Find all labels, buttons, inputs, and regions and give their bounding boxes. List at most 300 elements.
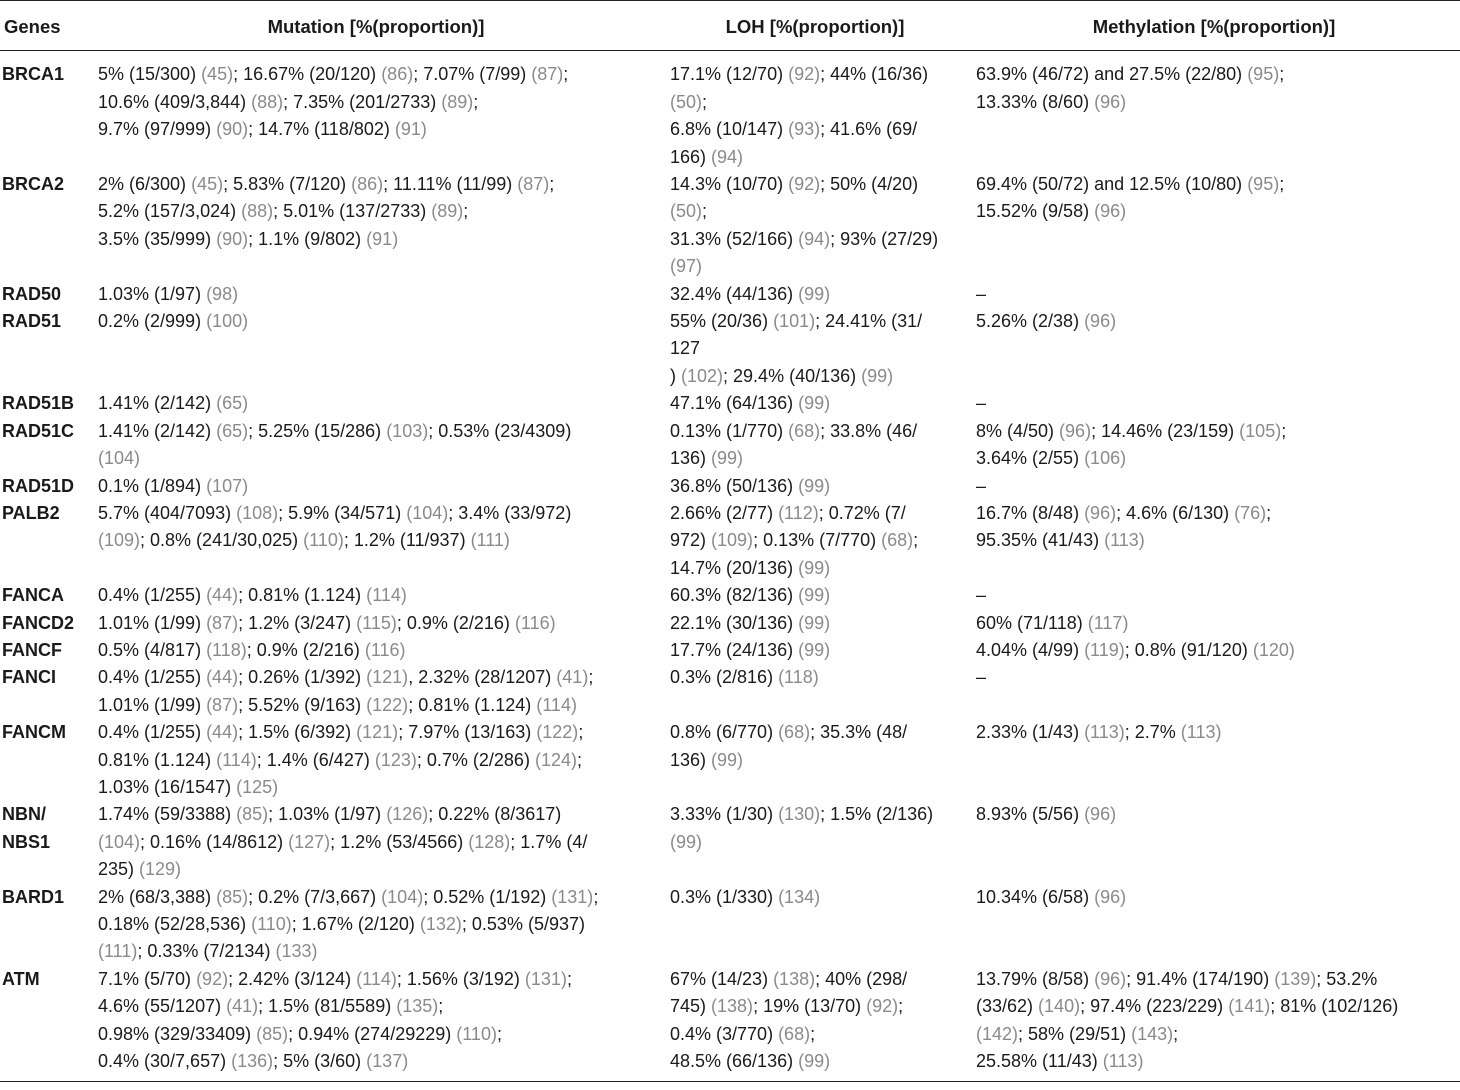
cell-line bbox=[98, 116, 658, 143]
value-text: ) bbox=[670, 365, 681, 386]
value-text: 1.03% (16/1547) bbox=[98, 776, 237, 797]
cell-line bbox=[98, 911, 658, 938]
gene-name bbox=[0, 308, 90, 390]
value-text: 0.4% (1/255) bbox=[98, 722, 207, 743]
value-text: ; 5.25% (15/286) bbox=[248, 420, 387, 441]
value-text: ; 0.8% (91/120) bbox=[1124, 639, 1253, 660]
reference-citation: (122) bbox=[366, 694, 409, 715]
cell-line bbox=[98, 527, 658, 554]
value-text: ; 1.1% (9/802) bbox=[248, 228, 367, 249]
value-text: 17.1% (12/70) bbox=[670, 64, 789, 85]
mutation-cell bbox=[90, 884, 662, 966]
value-text: 972) bbox=[670, 530, 712, 551]
reference-citation: (99) bbox=[798, 393, 831, 414]
cell-line bbox=[976, 445, 1456, 472]
cell-line bbox=[98, 390, 658, 417]
reference-citation: (85) bbox=[216, 886, 249, 907]
reference-citation: (130) bbox=[778, 804, 821, 825]
value-text: ; 1.2% (53/4566) bbox=[330, 831, 469, 852]
reference-citation: (107) bbox=[206, 475, 249, 496]
value-text: 2.33% (1/43) bbox=[976, 722, 1085, 743]
reference-citation: (68) bbox=[881, 530, 914, 551]
value-text: 13.33% (8/60) bbox=[976, 91, 1095, 112]
reference-citation: (104) bbox=[98, 831, 141, 852]
value-text: ; bbox=[438, 996, 444, 1017]
cell-line bbox=[976, 610, 1456, 637]
cell-line bbox=[98, 1048, 658, 1075]
value-text: 0.8% (6/770) bbox=[670, 722, 779, 743]
value-text: ; 5.83% (7/120) bbox=[223, 174, 352, 195]
reference-citation: (126) bbox=[386, 804, 429, 825]
reference-citation: (96) bbox=[1094, 91, 1127, 112]
value-text: 1.41% (2/142) bbox=[98, 420, 217, 441]
value-text: 9.7% (97/999) bbox=[98, 119, 217, 140]
reference-citation: (108) bbox=[236, 502, 279, 523]
reference-citation: (99) bbox=[861, 365, 894, 386]
reference-citation: (95) bbox=[1247, 64, 1280, 85]
reference-citation: (114) bbox=[536, 694, 577, 715]
value-text: 22.1% (30/136) bbox=[670, 612, 799, 633]
value-text: ; 2.7% bbox=[1124, 722, 1181, 743]
value-text: 60.3% (82/136) bbox=[670, 585, 799, 606]
reference-citation: (87) bbox=[531, 64, 564, 85]
loh-cell bbox=[662, 418, 968, 473]
gene-name bbox=[0, 884, 90, 966]
reference-citation: (122) bbox=[536, 722, 579, 743]
header-row bbox=[0, 1, 1460, 51]
value-text: 0.81% (1.124) bbox=[98, 749, 217, 770]
table-row bbox=[0, 51, 1460, 171]
reference-citation: (113) bbox=[1084, 722, 1125, 743]
mutation-cell bbox=[90, 801, 662, 883]
value-text: ; 0.16% (14/8612) bbox=[140, 831, 289, 852]
value-text: ; bbox=[463, 201, 469, 222]
table-row bbox=[0, 500, 1460, 582]
cell-line bbox=[670, 747, 964, 774]
value-text: ; 1.03% (1/97) bbox=[268, 804, 387, 825]
cell-line bbox=[670, 281, 964, 308]
value-text: 5.26% (2/38) bbox=[976, 311, 1085, 332]
cell-line bbox=[98, 610, 658, 637]
cell-line bbox=[98, 281, 658, 308]
value-text: 25.58% (11/43) bbox=[976, 1051, 1103, 1072]
cell-line bbox=[670, 335, 964, 362]
reference-citation: (136) bbox=[231, 1051, 274, 1072]
reference-citation: (96) bbox=[1094, 968, 1127, 989]
value-text: ; 1.67% (2/120) bbox=[291, 914, 420, 934]
cell-line bbox=[976, 89, 1456, 116]
reference-citation: (103) bbox=[386, 420, 429, 441]
gene-name bbox=[0, 171, 90, 281]
cell-line bbox=[670, 555, 964, 582]
cell-line bbox=[98, 171, 658, 198]
value-text: ; 0.81% (1.124) bbox=[408, 694, 537, 715]
value-text: 0.4% (3/770) bbox=[670, 1023, 779, 1044]
value-text: 8.93% (5/56) bbox=[976, 804, 1085, 825]
value-text: 1.01% (1/99) bbox=[98, 612, 207, 633]
reference-citation: (99) bbox=[798, 585, 831, 606]
gene-name bbox=[0, 664, 90, 719]
cell-line bbox=[976, 801, 1456, 828]
reference-citation: (85) bbox=[256, 1023, 289, 1044]
gene-label: RAD50 bbox=[2, 283, 62, 304]
cell-line bbox=[670, 966, 964, 993]
gene-name bbox=[0, 637, 90, 664]
value-text: ; 1.56% (3/192) bbox=[396, 968, 525, 989]
value-text: – bbox=[976, 283, 987, 304]
value-text: ; 0.52% (1/192) bbox=[423, 886, 552, 907]
value-text: ; 81% (102/126) bbox=[1270, 996, 1399, 1017]
value-text: 16.7% (8/48) bbox=[976, 502, 1085, 523]
reference-citation: (137) bbox=[366, 1051, 409, 1072]
value-text: 6.8% (10/147) bbox=[670, 119, 789, 140]
value-text: 95.35% (41/43) bbox=[976, 530, 1105, 551]
value-text: ; bbox=[1279, 174, 1285, 195]
gene-name bbox=[0, 500, 90, 582]
value-text: 745) bbox=[670, 996, 712, 1017]
reference-citation: (109) bbox=[98, 530, 141, 551]
methylation-cell bbox=[968, 418, 1460, 473]
cell-line bbox=[98, 308, 658, 335]
table-row bbox=[0, 966, 1460, 1082]
cell-line bbox=[98, 1021, 658, 1048]
mutation-cell bbox=[90, 664, 662, 719]
value-text: ; bbox=[702, 91, 708, 112]
value-text: ; 5.01% (137/2733) bbox=[273, 201, 432, 222]
reference-citation: (139) bbox=[1274, 968, 1317, 989]
methylation-cell bbox=[968, 637, 1460, 664]
value-text: ; bbox=[810, 1023, 816, 1044]
value-text: 48.5% (66/136) bbox=[670, 1051, 799, 1072]
value-text: ; 0.13% (7/770) bbox=[753, 530, 882, 551]
value-text: ; 0.22% (8/3617) bbox=[428, 804, 562, 825]
reference-citation: (132) bbox=[419, 914, 462, 934]
value-text: ; bbox=[566, 968, 572, 989]
gene-name bbox=[0, 281, 90, 308]
value-text: ; 1.7% (4/ bbox=[510, 831, 588, 852]
value-text: 67% (14/23) bbox=[670, 968, 774, 989]
cell-line bbox=[98, 829, 658, 856]
cell-line bbox=[98, 747, 658, 774]
cell-line bbox=[670, 582, 964, 609]
value-text: ; 0.2% (7/3,667) bbox=[248, 886, 382, 907]
value-text: 7.1% (5/70) bbox=[98, 968, 197, 989]
value-text: 2% (68/3,388) bbox=[98, 886, 217, 907]
value-text: 3.64% (2/55) bbox=[976, 448, 1085, 469]
cell-line bbox=[670, 144, 964, 171]
reference-citation: (95) bbox=[1247, 174, 1280, 195]
value-text: ; 7.97% (13/163) bbox=[398, 722, 537, 743]
reference-citation: (93) bbox=[788, 119, 821, 140]
reference-citation: (68) bbox=[778, 722, 811, 743]
table-row bbox=[0, 801, 1460, 883]
mutation-cell bbox=[90, 418, 662, 473]
loh-cell bbox=[662, 281, 968, 308]
reference-citation: (90) bbox=[216, 228, 249, 249]
value-text: 166) bbox=[670, 146, 712, 167]
reference-citation: (96) bbox=[1084, 311, 1117, 332]
reference-citation: (96) bbox=[1084, 804, 1117, 825]
cell-line bbox=[976, 993, 1456, 1020]
cell-line bbox=[670, 1021, 964, 1048]
cell-line bbox=[670, 993, 964, 1020]
loh-cell bbox=[662, 51, 968, 171]
gene-label: PALB2 bbox=[2, 502, 60, 523]
value-text: ; 97.4% (223/229) bbox=[1080, 996, 1229, 1017]
cell-line bbox=[670, 390, 964, 417]
cell-line bbox=[98, 664, 658, 691]
value-text: 3.5% (35/999) bbox=[98, 228, 217, 249]
reference-citation: (99) bbox=[711, 448, 744, 469]
loh-cell bbox=[662, 637, 968, 664]
value-text: ; 0.94% (274/29229) bbox=[288, 1023, 457, 1044]
value-text: 0.2% (2/999) bbox=[98, 311, 207, 332]
value-text: ; bbox=[588, 667, 594, 688]
mutation-cell bbox=[90, 582, 662, 609]
cell-line bbox=[98, 61, 658, 88]
value-text: 0.3% (2/816) bbox=[670, 667, 779, 688]
value-text: ; bbox=[1279, 64, 1285, 85]
reference-citation: (124) bbox=[534, 749, 577, 770]
gene-name bbox=[0, 51, 90, 171]
cell-line bbox=[976, 198, 1456, 225]
reference-citation: (114) bbox=[366, 585, 407, 606]
mutation-cell bbox=[90, 610, 662, 637]
value-text: 17.7% (24/136) bbox=[670, 639, 799, 660]
cell-line bbox=[976, 281, 1456, 308]
value-text: ; 14.46% (23/159) bbox=[1091, 420, 1240, 441]
reference-citation: (135) bbox=[396, 996, 439, 1017]
value-text: – bbox=[976, 585, 987, 606]
reference-citation: (68) bbox=[778, 1023, 811, 1044]
value-text: ; 2.42% (3/124) bbox=[228, 968, 357, 989]
gene-name bbox=[0, 418, 90, 473]
cell-line bbox=[98, 856, 658, 883]
cell-line bbox=[98, 500, 658, 527]
cell-line bbox=[976, 308, 1456, 335]
value-text: 15.52% (9/58) bbox=[976, 201, 1095, 222]
reference-citation: (104) bbox=[406, 502, 449, 523]
value-text: ; bbox=[563, 64, 569, 85]
loh-cell bbox=[662, 500, 968, 582]
cell-line bbox=[670, 226, 964, 253]
cell-line bbox=[670, 89, 964, 116]
value-text: ; bbox=[898, 996, 904, 1017]
value-text: ; bbox=[473, 91, 479, 112]
cell-line bbox=[98, 774, 658, 801]
reference-citation: (123) bbox=[374, 749, 417, 770]
reference-citation: (118) bbox=[206, 639, 247, 660]
mutation-cell bbox=[90, 308, 662, 390]
cell-line bbox=[976, 719, 1456, 746]
gene-label: FANCF bbox=[2, 639, 62, 660]
reference-citation: (101) bbox=[773, 311, 816, 332]
reference-citation: (44) bbox=[206, 585, 239, 606]
reference-citation: (141) bbox=[1228, 996, 1271, 1017]
cell-line bbox=[976, 582, 1456, 609]
table-row bbox=[0, 171, 1460, 281]
cell-line bbox=[98, 582, 658, 609]
reference-citation: (129) bbox=[139, 859, 182, 880]
value-text: 8% (4/50) bbox=[976, 420, 1060, 441]
value-text: ; 35.3% (48/ bbox=[810, 722, 908, 743]
table-row bbox=[0, 308, 1460, 390]
cell-line bbox=[98, 198, 658, 225]
value-text: 14.7% (20/136) bbox=[670, 557, 799, 578]
cell-line bbox=[976, 884, 1456, 911]
gene-name bbox=[0, 390, 90, 417]
reference-citation: (138) bbox=[711, 996, 754, 1017]
reference-citation: (96) bbox=[1059, 420, 1092, 441]
reference-citation: (118) bbox=[778, 667, 819, 688]
reference-citation: (99) bbox=[711, 749, 744, 770]
gene-label: BRCA1 bbox=[2, 64, 65, 85]
header-methylation: Methylation [%(proportion)] bbox=[968, 1, 1460, 51]
mutation-cell bbox=[90, 51, 662, 171]
value-text: 63.9% (46/72) and 27.5% (22/80) bbox=[976, 64, 1248, 85]
reference-citation: (116) bbox=[514, 612, 556, 633]
cell-line bbox=[670, 527, 964, 554]
value-text: , 2.32% (28/1207) bbox=[408, 667, 557, 688]
loh-cell bbox=[662, 171, 968, 281]
cell-line bbox=[670, 445, 964, 472]
reference-citation: (111) bbox=[470, 530, 510, 551]
value-text: 4.6% (55/1207) bbox=[98, 996, 227, 1017]
reference-citation: (91) bbox=[394, 119, 427, 140]
reference-citation: (65) bbox=[216, 420, 249, 441]
value-text: 136) bbox=[670, 749, 712, 770]
reference-citation: (88) bbox=[241, 201, 274, 222]
mutation-cell bbox=[90, 500, 662, 582]
gene-label: RAD51B bbox=[2, 393, 75, 414]
cell-line bbox=[670, 610, 964, 637]
reference-citation: (41) bbox=[556, 667, 589, 688]
value-text: (33/62) bbox=[976, 996, 1039, 1017]
table-row bbox=[0, 884, 1460, 966]
mutation-cell bbox=[90, 637, 662, 664]
loh-cell bbox=[662, 664, 968, 719]
cell-line bbox=[98, 884, 658, 911]
reference-citation: (41) bbox=[226, 996, 259, 1017]
value-text: ; 40% (298/ bbox=[815, 968, 908, 989]
reference-citation: (94) bbox=[711, 146, 744, 167]
reference-citation: (114) bbox=[216, 749, 257, 770]
value-text: ; 7.07% (7/99) bbox=[413, 64, 532, 85]
value-text: ; 1.5% (81/5589) bbox=[258, 996, 397, 1017]
table-row bbox=[0, 281, 1460, 308]
cell-line bbox=[98, 89, 658, 116]
cell-line bbox=[976, 61, 1456, 88]
value-text: ; 0.26% (1/392) bbox=[238, 667, 367, 688]
value-text: ; 1.4% (6/427) bbox=[256, 749, 375, 770]
loh-cell bbox=[662, 884, 968, 966]
value-text: ; 0.81% (1.124) bbox=[238, 585, 367, 606]
value-text: 0.1% (1/894) bbox=[98, 475, 207, 496]
mutation-cell bbox=[90, 473, 662, 500]
value-text: ; 5.9% (34/571) bbox=[278, 502, 407, 523]
value-text: 0.4% (30/7,657) bbox=[98, 1051, 232, 1072]
mutation-cell bbox=[90, 281, 662, 308]
value-text: 0.5% (4/817) bbox=[98, 639, 207, 660]
reference-citation: (99) bbox=[670, 831, 703, 852]
gene-label: BARD1 bbox=[2, 886, 65, 907]
cell-line bbox=[976, 527, 1456, 554]
reference-citation: (114) bbox=[356, 968, 397, 989]
loh-cell bbox=[662, 801, 968, 883]
reference-citation: (92) bbox=[788, 174, 821, 195]
gene-name bbox=[0, 966, 90, 1082]
reference-citation: (44) bbox=[206, 722, 239, 743]
value-text: ; 1.5% (6/392) bbox=[238, 722, 357, 743]
methylation-cell bbox=[968, 582, 1460, 609]
reference-citation: (109) bbox=[711, 530, 754, 551]
header-loh: LOH [%(proportion)] bbox=[662, 1, 968, 51]
cell-line bbox=[976, 1048, 1456, 1075]
gene-label: BRCA2 bbox=[2, 174, 65, 195]
reference-citation: (65) bbox=[216, 393, 249, 414]
cell-line bbox=[976, 500, 1456, 527]
value-text: 0.4% (1/255) bbox=[98, 667, 207, 688]
value-text: 10.6% (409/3,844) bbox=[98, 91, 252, 112]
table-row bbox=[0, 719, 1460, 801]
reference-citation: (110) bbox=[251, 914, 292, 934]
value-text: ; bbox=[1173, 1023, 1179, 1044]
value-text: ; 29.4% (40/136) bbox=[723, 365, 862, 386]
value-text: ; 4.6% (6/130) bbox=[1116, 502, 1235, 523]
reference-citation: (99) bbox=[798, 612, 831, 633]
reference-citation: (98) bbox=[206, 283, 239, 304]
gene-name bbox=[0, 719, 90, 801]
methylation-cell bbox=[968, 801, 1460, 883]
table-row bbox=[0, 610, 1460, 637]
cell-line bbox=[976, 473, 1456, 500]
cell-line bbox=[98, 418, 658, 445]
value-text: 1.41% (2/142) bbox=[98, 393, 217, 414]
cell-line bbox=[98, 993, 658, 1020]
reference-citation: (113) bbox=[1180, 722, 1222, 743]
cell-line bbox=[976, 390, 1456, 417]
value-text: ; 5.52% (9/163) bbox=[238, 694, 367, 715]
reference-citation: (86) bbox=[381, 64, 414, 85]
reference-citation: (112) bbox=[778, 502, 819, 523]
gene-label: FANCM bbox=[2, 722, 66, 743]
value-text: 235) bbox=[98, 859, 140, 880]
reference-citation: (87) bbox=[206, 612, 239, 633]
gene-label: RAD51 bbox=[2, 311, 62, 332]
value-text: 3.33% (1/30) bbox=[670, 804, 779, 825]
value-text: 1.03% (1/97) bbox=[98, 283, 207, 304]
value-text: ; 0.8% (241/30,025) bbox=[140, 530, 304, 551]
value-text: ; 0.53% (5/937) bbox=[461, 914, 585, 934]
reference-citation: (76) bbox=[1234, 502, 1267, 523]
reference-citation: (110) bbox=[303, 530, 344, 551]
value-text: 0.98% (329/33409) bbox=[98, 1023, 257, 1044]
loh-cell bbox=[662, 719, 968, 801]
reference-citation: (142) bbox=[976, 1023, 1019, 1044]
cell-line bbox=[670, 473, 964, 500]
reference-citation: (115) bbox=[356, 612, 397, 633]
cell-line bbox=[670, 418, 964, 445]
value-text: 0.3% (1/330) bbox=[670, 886, 779, 907]
table-row bbox=[0, 637, 1460, 664]
value-text: 31.3% (52/166) bbox=[670, 228, 799, 249]
gene-name bbox=[0, 473, 90, 500]
cell-line bbox=[670, 829, 964, 856]
cell-line bbox=[976, 171, 1456, 198]
gene-label: FANCA bbox=[2, 585, 64, 606]
value-text: ; 0.53% (23/4309) bbox=[428, 420, 572, 441]
value-text: ; 1.5% (2/136) bbox=[820, 804, 934, 825]
